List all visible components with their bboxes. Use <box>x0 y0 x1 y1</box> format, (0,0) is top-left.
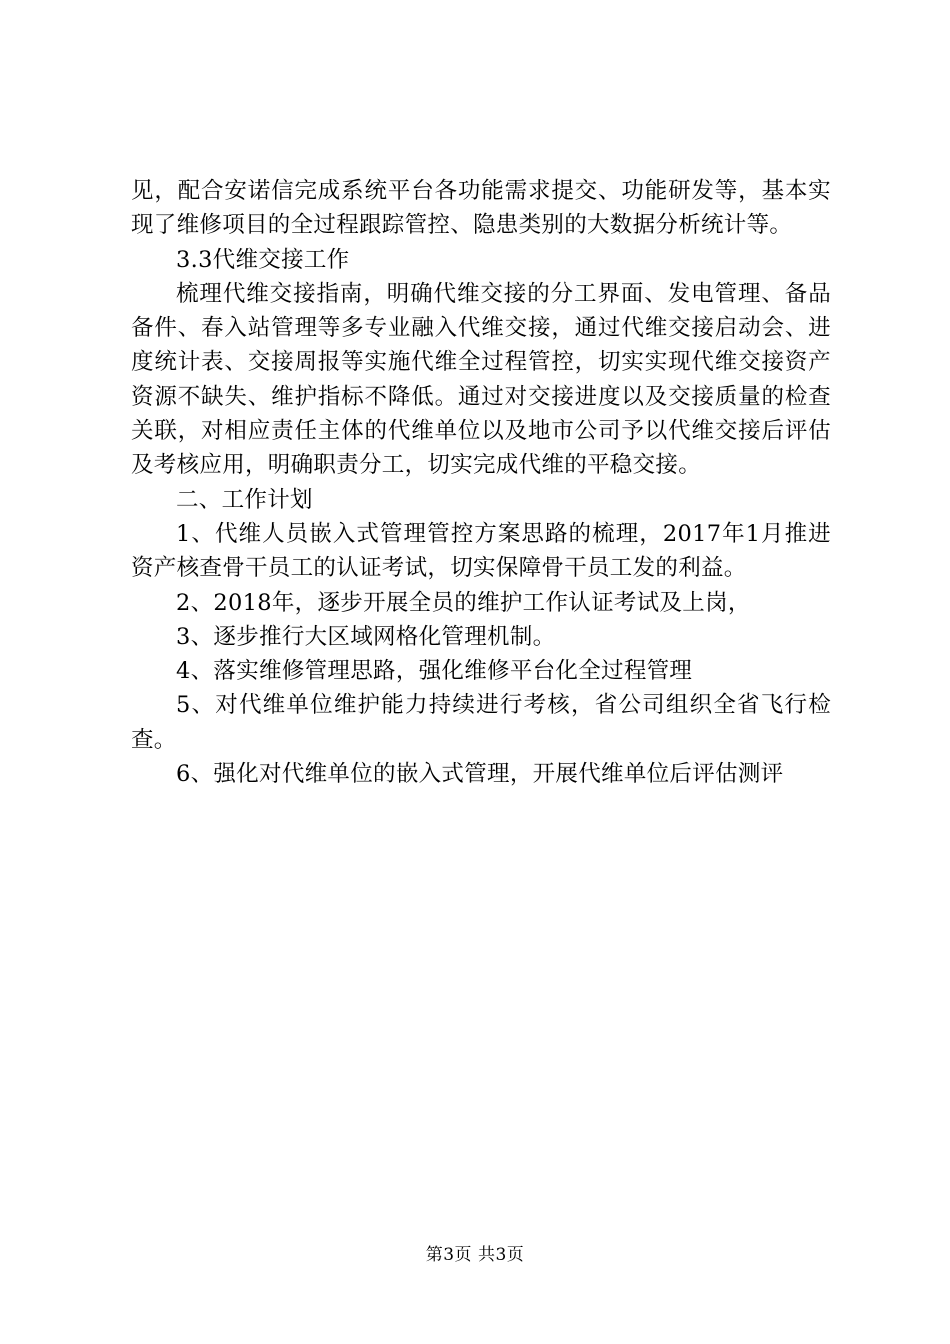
document-body <box>131 174 831 791</box>
paragraph-maintenance-system: 见，配合安诺信完成系统平台各功能需求提交、功能研发等，基本实现了维修项目的全过程跟踪管控、隐患类别的大数据分析统计等。 <box>131 178 831 239</box>
section-heading-work-plan: 二、工作计划 <box>176 486 313 513</box>
paragraph-handover: 梳理代维交接指南，明确代维交接的分工界面、发电管理、备品备件、春入站管理等多专业融入代维交接，通过代维交接启动会、进度统计表、交接周报等实施代维全过程管控，切实实现代维交接资产资源不缺失、维护指标不降低。通过对交接进度以及交接质量的检查关联，对相应责任主体的代维单位以及地市公司予以代维交接后评估及考核应用，明确职责分工，切实完成代维的平稳交接。 <box>131 280 831 479</box>
plan-item-4: 4、落实维修管理思路，强化维修平台化全过程管理 <box>176 658 693 685</box>
plan-item-6: 6、强化对代维单位的嵌入式管理，开展代维单位后评估测评 <box>176 761 784 788</box>
section-heading-handover: 3.3代维交接工作 <box>176 246 350 273</box>
plan-item-3: 3、逐步推行大区域网格化管理机制。 <box>176 623 556 650</box>
plan-item-2: 2、2018年，逐步开展全员的维护工作认证考试及上岗， <box>176 589 751 616</box>
page-number-footer: 第3页 共3页 <box>425 1245 525 1265</box>
plan-item-1: 1、代维人员嵌入式管理管控方案思路的梳理，2017年1月推进资产核查骨干员工的认证考试，切实保障骨干员工发的利益。 <box>131 520 831 582</box>
plan-item-5: 5、对代维单位维护能力持续进行考核，省公司组织全省飞行检查。 <box>131 692 831 753</box>
